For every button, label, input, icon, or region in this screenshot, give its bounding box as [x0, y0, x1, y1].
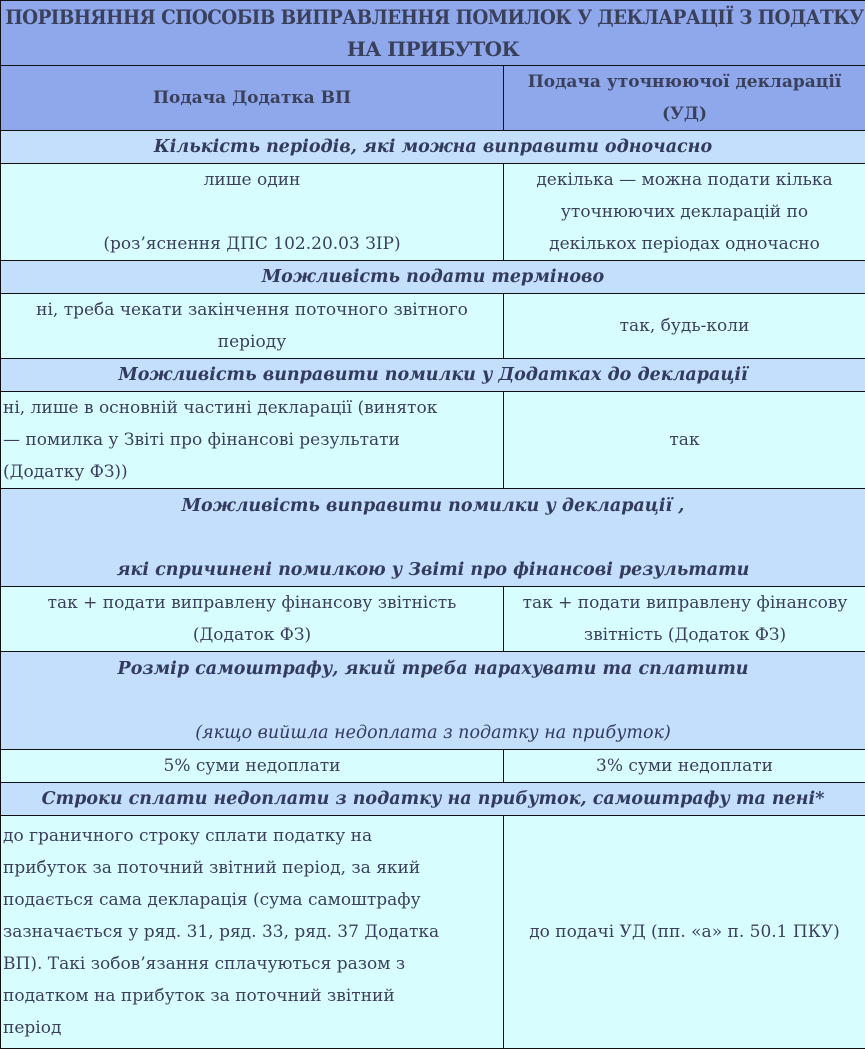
cell-text: звітність (Додаток ФЗ) — [583, 625, 787, 645]
cell-text: 3% суми недоплати — [596, 756, 773, 776]
column-header-right — [504, 66, 865, 131]
cell-text: ВП). Такі зобов’язання сплачуються разом з — [3, 954, 406, 974]
cell-text: (Додатку ФЗ)) — [3, 462, 128, 482]
column-header-left — [1, 66, 504, 131]
section-heading-row — [1, 783, 865, 816]
cell-text: 5% суми недоплати — [163, 756, 341, 776]
column-header-right-line-2: (УД) — [662, 104, 707, 124]
cell-text: так, будь-коли — [619, 316, 750, 336]
cell-left — [1, 750, 504, 783]
cell-left — [1, 392, 504, 489]
section-heading-row — [1, 261, 865, 294]
cell-right — [504, 294, 865, 359]
section-heading-text: Розмір самоштрафу, який треба нарахувати та сплатити — [117, 658, 749, 679]
cell-text: так + подати виправлену фінансову — [522, 593, 848, 613]
cell-text: уточнюючих декларацій по — [560, 202, 809, 222]
table-row — [1, 816, 865, 1049]
table-title — [1, 1, 865, 66]
column-header-left-text: Подача Додатка ВП — [152, 88, 352, 108]
cell-text: прибуток за поточний звітний період, за який — [3, 858, 421, 878]
title-line-1: ПОРІВНЯННЯ СПОСОБІВ ВИПРАВЛЕННЯ ПОМИЛОК У ДЕКЛАРАЦІЇ З ПОДАТКУ — [4, 5, 864, 29]
column-header-row — [1, 66, 865, 131]
section-heading-row — [1, 131, 865, 164]
section-heading — [1, 261, 865, 294]
cell-right — [504, 750, 865, 783]
cell-text: період — [3, 1018, 62, 1038]
section-heading-row — [1, 652, 865, 750]
cell-text: декількох періодах одночасно — [549, 234, 820, 254]
table-row — [1, 587, 865, 652]
cell-right — [504, 816, 865, 1049]
cell-text: до граничного строку сплати податку на — [3, 826, 373, 846]
cell-text: зазначається у ряд. 31, ряд. 33, ряд. 37 Додатка — [3, 922, 440, 942]
table-row — [1, 164, 865, 261]
cell-text: (Додаток ФЗ) — [192, 625, 312, 645]
cell-text: так — [669, 430, 700, 450]
cell-right — [504, 587, 865, 652]
section-heading-row — [1, 359, 865, 392]
table-row — [1, 294, 865, 359]
section-heading-text: Строки сплати недоплати з податку на прибуток, самоштрафу та пені* — [41, 789, 825, 809]
title-line-2: НА ПРИБУТОК — [346, 37, 520, 61]
cell-text: так + подати виправлену фінансову звітність — [47, 593, 457, 613]
cell-text: лише один — [203, 170, 301, 190]
section-heading-text: Можливість виправити помилки у декларації , — [181, 495, 685, 516]
cell-left — [1, 587, 504, 652]
section-heading — [1, 131, 865, 164]
table-row — [1, 750, 865, 783]
cell-text: подається сама декларація (сума самоштрафу — [3, 890, 421, 910]
section-heading-text: Кількість періодів, які можна виправити одночасно — [153, 137, 713, 157]
section-heading-text-2: (якщо вийшла недоплата з податку на прибуток) — [195, 722, 671, 743]
cell-left — [1, 164, 504, 261]
section-heading — [1, 359, 865, 392]
cell-text: (роз’яснення ДПС 102.20.03 ЗІР) — [103, 234, 401, 254]
section-heading — [1, 652, 865, 750]
cell-text: декілька — можна подати кілька — [536, 170, 833, 190]
cell-text: періоду — [217, 332, 287, 352]
cell-right — [504, 164, 865, 261]
cell-text: ні, треба чекати закінчення поточного звітного — [36, 300, 468, 320]
section-heading-text-2: які спричинені помилкою у Звіті про фінансові результати — [116, 559, 750, 580]
cell-text: ні, лише в основній частині декларації (виняток — [3, 398, 438, 418]
cell-left — [1, 294, 504, 359]
column-header-right-line-1: Подача уточнюючої декларації — [527, 72, 842, 92]
cell-left — [1, 816, 504, 1049]
title-row — [1, 1, 865, 66]
section-heading-row — [1, 489, 865, 587]
cell-text: податком на прибуток за поточний звітний — [3, 986, 395, 1006]
table-row — [1, 392, 865, 489]
cell-text: — помилка у Звіті про фінансові результати — [3, 430, 400, 450]
cell-right — [504, 392, 865, 489]
section-heading-text: Можливість виправити помилки у Додатках до декларації — [118, 365, 748, 385]
cell-text: до подачі УД (пп. «а» п. 50.1 ПКУ) — [529, 922, 840, 942]
section-heading — [1, 489, 865, 587]
section-heading — [1, 783, 865, 816]
section-heading-text: Можливість подати терміново — [261, 267, 605, 287]
